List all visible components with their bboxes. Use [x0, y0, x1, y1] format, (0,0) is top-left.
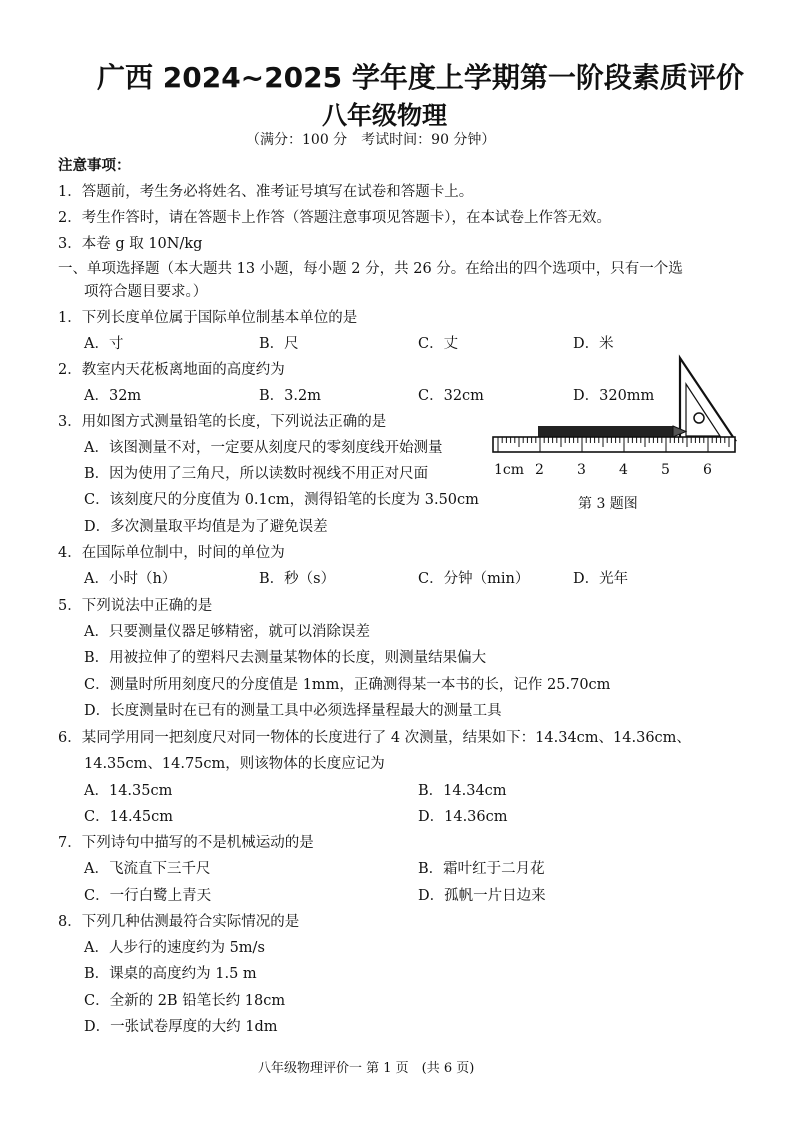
- q2-option-d: D．320mm: [573, 388, 655, 404]
- notes-heading: 注意事项：: [58, 158, 131, 174]
- exam-subtitle: 八年级物理: [322, 101, 448, 130]
- ruler-label-2: 2: [535, 462, 544, 478]
- ruler-label-1cm: 1cm: [494, 462, 525, 478]
- q4-option-b: B．秒（s）: [259, 571, 336, 587]
- q5-option-a: A．只要测量仪器足够精密，就可以消除误差: [84, 624, 370, 640]
- ruler-label-4: 4: [619, 462, 628, 478]
- q1-option-a: A．寸: [84, 336, 124, 352]
- ruler-label-5: 5: [661, 462, 670, 478]
- q6-stem-cont: 14.35cm、14.75cm，则该物体的长度应记为: [84, 756, 385, 772]
- q3-option-b: B．因为使用了三角尺，所以读数时视线不用正对尺面: [84, 466, 429, 482]
- q3-stem: 3．用如图方式测量铅笔的长度，下列说法正确的是: [58, 414, 387, 430]
- ruler-icon: [493, 437, 735, 452]
- q2-option-b: B．3.2m: [259, 388, 321, 404]
- section-heading: 一、单项选择题（本大题共 13 小题，每小题 2 分，共 26 分。在给出的四个选项中，只有一个选: [58, 261, 683, 277]
- q5-option-c: C．测量时所用刻度尺的分度值是 1mm，正确测得某一本书的长，记作 25.70cm: [84, 677, 611, 693]
- figure-caption: 第 3 题图: [578, 496, 638, 512]
- q7-option-d: D．孤帆一片日边来: [418, 888, 546, 904]
- q6-option-d: D．14.36cm: [418, 809, 508, 825]
- q3-option-a: A．该图测量不对，一定要从刻度尺的零刻度线开始测量: [84, 440, 443, 456]
- q2-option-a: A．32m: [84, 388, 142, 404]
- q8-stem: 8．下列几种估测最符合实际情况的是: [58, 914, 300, 930]
- q6-option-b: B．14.34cm: [418, 783, 507, 799]
- page-footer: 八年级物理评价一 第 1 页 (共 6 页): [258, 1061, 475, 1076]
- q8-option-b: B．课桌的高度约为 1.5 m: [84, 966, 257, 982]
- q5-option-d: D．长度测量时在已有的测量工具中必须选择量程最大的测量工具: [84, 703, 502, 719]
- q1-option-b: B．尺: [259, 336, 299, 352]
- q8-option-c: C．全新的 2B 铅笔长约 18cm: [84, 993, 286, 1009]
- q2-option-c: C．32cm: [418, 388, 484, 404]
- q4-option-d: D．光年: [573, 571, 629, 587]
- q5-stem: 5．下列说法中正确的是: [58, 598, 213, 614]
- q3-option-c: C．该刻度尺的分度值为 0.1cm，测得铅笔的长度为 3.50cm: [84, 492, 479, 508]
- q8-option-d: D．一张试卷厚度的大约 1dm: [84, 1019, 278, 1035]
- ruler-figure: [490, 352, 740, 522]
- q7-option-c: C．一行白鹭上青天: [84, 888, 212, 904]
- q3-option-d: D．多次测量取平均值是为了避免误差: [84, 519, 328, 535]
- exam-meta: （满分：100 分 考试时间：90 分钟）: [246, 132, 496, 148]
- q7-stem: 7．下列诗句中描写的不是机械运动的是: [58, 835, 314, 851]
- q1-option-d: D．米: [573, 336, 614, 352]
- q1-option-c: C．丈: [418, 336, 459, 352]
- triangle-ruler-icon: [680, 358, 735, 440]
- q4-option-a: A．小时（h）: [84, 571, 177, 587]
- q1-stem: 1．下列长度单位属于国际单位制基本单位的是: [58, 310, 358, 326]
- q8-option-a: A．人步行的速度约为 5m/s: [84, 940, 265, 956]
- ruler-label-6: 6: [703, 462, 712, 478]
- q7-option-b: B．霜叶红于二月花: [418, 861, 545, 877]
- q6-stem: 6．某同学用同一把刻度尺对同一物体的长度进行了 4 次测量，结果如下：14.34cm、14.36cm、: [58, 730, 691, 746]
- q6-option-a: A．14.35cm: [84, 783, 173, 799]
- section-heading-cont: 项符合题目要求。）: [84, 284, 208, 300]
- q5-option-b: B．用被拉伸了的塑料尺去测量某物体的长度，则测量结果偏大: [84, 650, 487, 666]
- note-item: 1．答题前，考生务必将姓名、准考证号填写在试卷和答题卡上。: [58, 184, 474, 200]
- pencil-icon: [538, 426, 673, 437]
- note-item: 2．考生作答时，请在答题卡上作答（答题注意事项见答题卡），在本试卷上作答无效。: [58, 210, 611, 226]
- q7-option-a: A．飞流直下三千尺: [84, 861, 211, 877]
- exam-title: 广西 2024~2025 学年度上学期第一阶段素质评价: [97, 61, 744, 94]
- q2-stem: 2．教室内天花板离地面的高度约为: [58, 362, 285, 378]
- note-item: 3．本卷 g 取 10N/kg: [58, 236, 203, 252]
- q4-option-c: C．分钟（min）: [418, 571, 530, 587]
- q4-stem: 4．在国际单位制中，时间的单位为: [58, 545, 285, 561]
- ruler-label-3: 3: [577, 462, 586, 478]
- q6-option-c: C．14.45cm: [84, 809, 173, 825]
